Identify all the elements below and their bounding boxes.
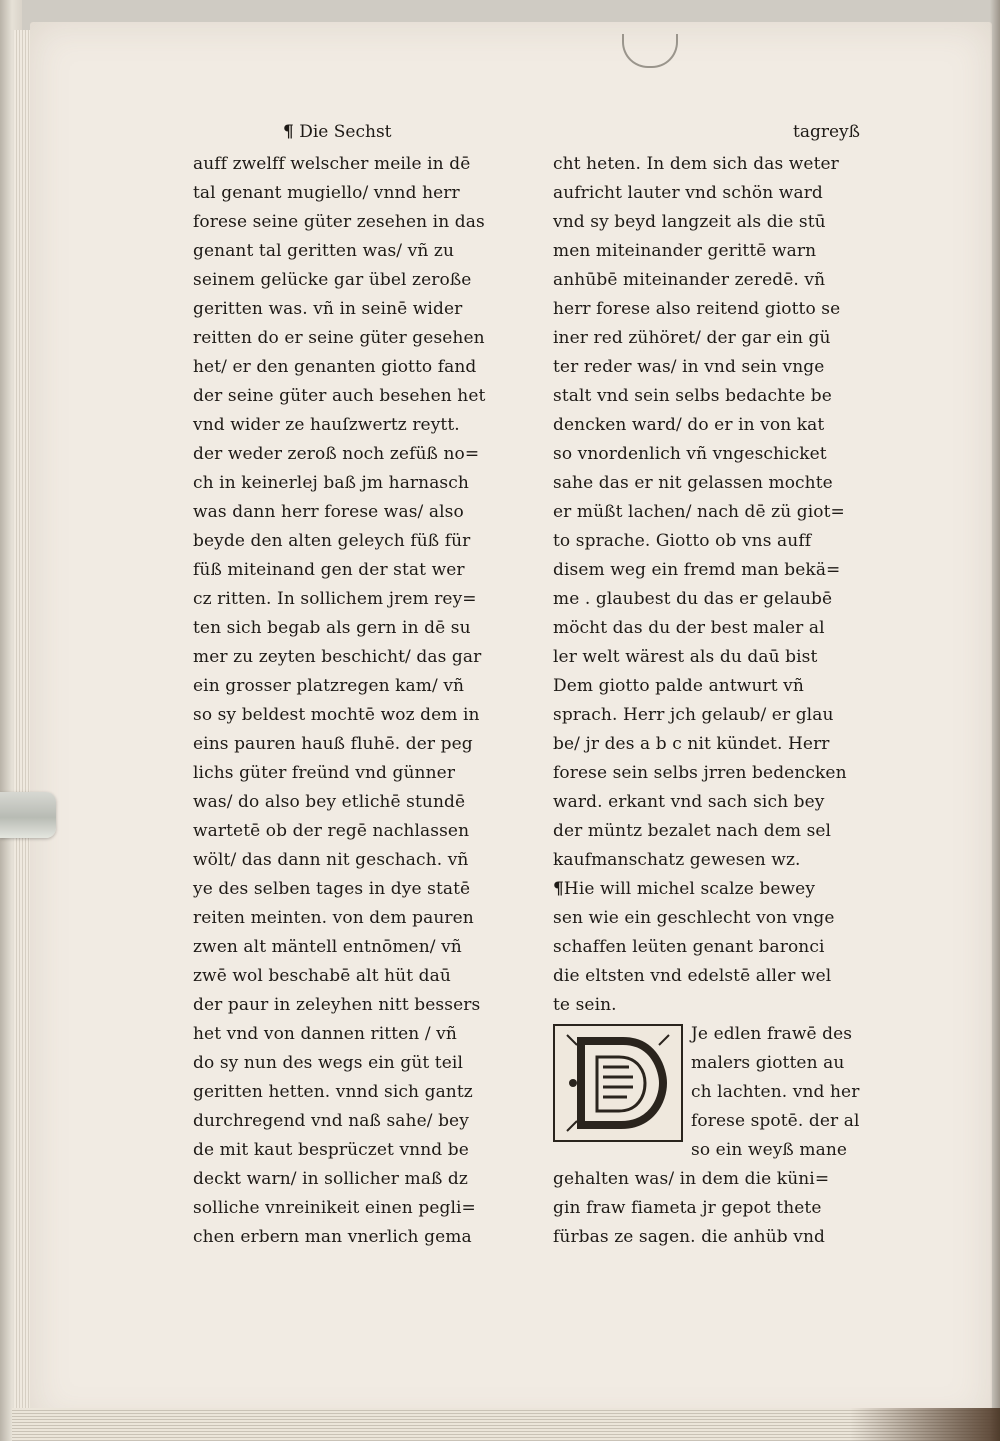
text-line: ten sich begab als gern in dē su bbox=[193, 618, 471, 638]
text-line: möcht das du der best maler al bbox=[553, 618, 825, 638]
page-clip bbox=[0, 792, 56, 838]
text-line: de mit kaut besprüczet vnnd be bbox=[193, 1140, 469, 1160]
text-line: der weder zeroß noch zefüß no= bbox=[193, 444, 480, 464]
text-line: seinem gelücke gar übel zeroße bbox=[193, 270, 472, 290]
right-text-column bbox=[553, 118, 898, 1252]
text-line: sahe das er nit gelassen mochte bbox=[553, 473, 833, 493]
text-line bbox=[553, 875, 898, 904]
text-line: er müßt lachen/ nach dē zü giot= bbox=[553, 502, 845, 522]
text-line: zwē wol beschabē alt hüt daū bbox=[193, 966, 451, 986]
text-line: genant tal geritten was/ vñ zu bbox=[193, 241, 455, 261]
text-line: be/ jr des a b c nit kündet. Herr bbox=[553, 734, 830, 754]
page-shadow bbox=[990, 0, 1000, 1441]
text-line: zwen alt mäntell entnōmen/ vñ bbox=[193, 937, 462, 957]
text-line: solliche vnreinikeit einen pegli= bbox=[193, 1198, 476, 1218]
text-line: ein grosser platzregen kam/ vñ bbox=[193, 676, 465, 696]
text-line: geritten was. vñ in seinē wider bbox=[193, 299, 463, 319]
left-text-column bbox=[193, 118, 533, 1252]
text-line: cht heten. In dem sich das weter bbox=[553, 154, 839, 174]
text-line: stalt vnd sein selbs bedachte be bbox=[553, 386, 832, 406]
text-line: so vnordenlich vñ vngeschicket bbox=[553, 444, 827, 464]
text-line: was/ do also bey etlichē stundē bbox=[193, 792, 466, 812]
text-line: herr forese also reitend giotto se bbox=[553, 299, 841, 319]
text-line: chen erbern man vnerlich gema bbox=[193, 1227, 472, 1247]
text-line: wölt/ das dann nit geschach. vñ bbox=[193, 850, 469, 870]
text-line: ward. erkant vnd sach sich bey bbox=[553, 792, 825, 812]
running-head-left-text: Die Sechst bbox=[299, 122, 392, 142]
text-line: mer zu zeyten beschicht/ das gar bbox=[193, 647, 482, 667]
text-line: forese spotē. der al bbox=[691, 1111, 860, 1131]
text-line: die eltsten vnd edelstē aller wel bbox=[553, 966, 832, 986]
left-lines bbox=[193, 150, 533, 1252]
text-line: dencken ward/ do er in von kat bbox=[553, 415, 825, 435]
page-hole-mark bbox=[622, 34, 678, 68]
text-line: cz ritten. In sollichem jrem rey= bbox=[193, 589, 477, 609]
text-line: tal genant mugiello/ vnnd herr bbox=[193, 183, 460, 203]
text-line: auff zwelff welscher meile in dē bbox=[193, 154, 471, 174]
text-line: do sy nun des wegs ein güt teil bbox=[193, 1053, 463, 1073]
text-line: gehalten was/ in dem die küni= bbox=[553, 1169, 830, 1189]
text-line: sprach. Herr jch gelaub/ er glau bbox=[553, 705, 834, 725]
text-line: te sein. bbox=[553, 995, 617, 1015]
drop-initial-block bbox=[553, 1020, 898, 1165]
text-line: ye des selben tages in dye statē bbox=[193, 879, 471, 899]
right-lines bbox=[553, 150, 898, 875]
text-line: lichs güter freünd vnd günner bbox=[193, 763, 456, 783]
text-line: to sprache. Giotto ob vns auff bbox=[553, 531, 812, 551]
after-initial-lines bbox=[553, 1165, 898, 1252]
text-line: anhūbē miteinander zeredē. vñ bbox=[553, 270, 826, 290]
text-line: aufricht lauter vnd schön ward bbox=[553, 183, 823, 203]
text-line: sen wie ein geschlecht von vnge bbox=[553, 908, 835, 928]
text-line: eins pauren hauß fluhē. der peg bbox=[193, 734, 473, 754]
text-line: vnd wider ze hauſzwertz reytt. bbox=[193, 415, 460, 435]
text-line: me . glaubest du das er gelaubē bbox=[553, 589, 833, 609]
text-line: durchregend vnd naß sahe/ bey bbox=[193, 1111, 469, 1131]
text-line: reiten meinten. von dem pauren bbox=[193, 908, 474, 928]
text-line: men miteinander gerittē warn bbox=[553, 241, 817, 261]
text-line: so sy beldest mochtē woz dem in bbox=[193, 705, 480, 725]
text-line: ler welt wärest als du daū bist bbox=[553, 647, 818, 667]
text-line: forese sein selbs jrren bedencken bbox=[553, 763, 847, 783]
text-line: ch in keinerlej baß jm harnasch bbox=[193, 473, 469, 493]
rubric-block bbox=[553, 875, 898, 1020]
pilcrow-icon: ¶ bbox=[283, 122, 294, 142]
text-line: reitten do er seine güter gesehen bbox=[193, 328, 485, 348]
running-head-left bbox=[193, 118, 533, 150]
text-line: Je edlen frawē des bbox=[691, 1024, 853, 1044]
text-line: malers giotten au bbox=[691, 1053, 845, 1073]
text-line: geritten hetten. vnnd sich gantz bbox=[193, 1082, 473, 1102]
text-line: het/ er den genanten giotto fand bbox=[193, 357, 477, 377]
page-stack-bottom bbox=[12, 1408, 1000, 1441]
text-line: schaffen leüten genant baronci bbox=[553, 937, 825, 957]
text-line: kaufmanschatz gewesen wz. bbox=[553, 850, 801, 870]
text-line: forese seine güter zesehen in das bbox=[193, 212, 485, 232]
text-line: vnd sy beyd langzeit als die stū bbox=[553, 212, 826, 232]
text-line: der paur in zeleyhen nitt bessers bbox=[193, 995, 481, 1015]
initial-d-ornament-icon bbox=[563, 1031, 673, 1135]
text-line: disem weg ein fremd man bekä= bbox=[553, 560, 841, 580]
text-line: füß miteinand gen der stat wer bbox=[193, 560, 465, 580]
text-line: ch lachten. vnd her bbox=[691, 1082, 860, 1102]
text-line: was dann herr forese was/ also bbox=[193, 502, 464, 522]
pilcrow-icon: ¶ bbox=[553, 879, 564, 899]
running-head-right: tagreyß bbox=[793, 122, 860, 142]
text-line: het vnd von dannen ritten / vñ bbox=[193, 1024, 457, 1044]
text-line: deckt warn/ in sollicher maß dz bbox=[193, 1169, 468, 1189]
text-line: der seine güter auch besehen het bbox=[193, 386, 486, 406]
text-line: so ein weyß mane bbox=[691, 1140, 848, 1160]
text-line: gin fraw fiameta jr gepot thete bbox=[553, 1198, 822, 1218]
text-line: fürbas ze sagen. die anhüb vnd bbox=[553, 1227, 825, 1247]
text-line: beyde den alten geleych füß für bbox=[193, 531, 471, 551]
text-line: iner red zühöret/ der gar ein gü bbox=[553, 328, 831, 348]
rubric-text: Hie will michel scalze bewey bbox=[563, 879, 816, 899]
text-line: ter reder was/ in vnd sein vnge bbox=[553, 357, 825, 377]
text-line: wartetē ob der regē nachlassen bbox=[193, 821, 470, 841]
text-line: Dem giotto palde antwurt vñ bbox=[553, 676, 804, 696]
text-line: der müntz bezalet nach dem sel bbox=[553, 821, 832, 841]
decorated-initial bbox=[553, 1024, 683, 1142]
